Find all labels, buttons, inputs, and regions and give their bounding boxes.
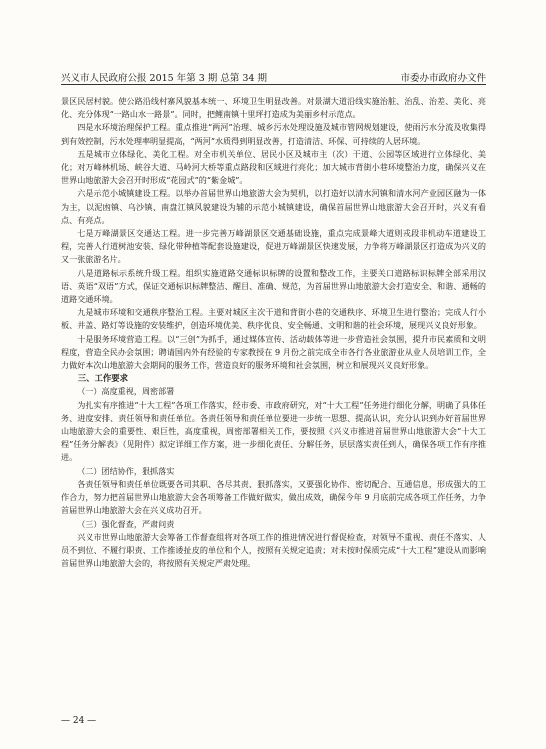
header-publication: 兴义市人民政府公报 2015 年第 3 期 总第 34 期	[61, 73, 267, 84]
paragraph: 兴义市世界山地旅游大会筹备工作督查组将对各项工作的推进情况进行督促检查，对领导不重视、责任不落实、人员不到位、不履行职责、工作推诿扯皮的单位和个人，按照有关规定追责；对未按时保质完成“十大工程”建设从而影响首届世界山地旅游大会的，将按照有关规定严肃处理。	[61, 531, 486, 569]
paragraph: 四是水环境治理保护工程。重点推进“两河”治理、城乡污水处理设施及城市管网规划建设，使雨污水分流及收集得到有效控制，污水处理率明显提高，“两河”水质得到明显改善，打造清洁、环保、可持续的人居环境。	[61, 122, 486, 146]
paragraph: 十是服务环境营造工程。以“三创”为抓手，通过媒体宣传、活动载体等进一步营造社会氛围，提升市民素质和文明程度，营造全民办会氛围；聘请国内外有经验的专家教授在 9 月份之前完成全市各行各业旅游业从业人员培训工作，全力做好本次山地旅游大会期间的服务工作，营造良好的服务环境和社会氛围，树立和展现兴义良好形象。	[61, 333, 486, 371]
paragraph: 五是城市立体绿化、美化工程。对全市机关单位、居民小区及城市主（次）干道、公园等区域进行立体绿化、美化；对万峰林机场、峡谷大道、马岭河大桥等重点路段和区域进行亮化；加大城市背街小巷环境整治力度，确保兴义在世界山地旅游大会召开时形成“花园式”的“紫金城”。	[61, 148, 486, 186]
paragraph: 九是城市环境和交通秩序整治工程。主要对城区主次干道和背街小巷的交通秩序、环境卫生进行整治；完成人行小板、井盖、路灯等设施的安装维护，创造环境优美、秩序优良、安全畅通、文明和谐的社会环境，展现兴义良好形象。	[61, 307, 486, 331]
paragraph: 八是道路标示系统升级工程。组织实施道路交通标识标牌的设置和整改工作，主要关口道路标识标牌全部采用汉语、英语“双语”方式，保证交通标识标牌整洁、醒目、准确、规范，为首届世界山地旅游大会打造安全、和谐、通畅的道路交通环境。	[61, 267, 486, 305]
subsection-heading: （二）团结协作，狠抓落实	[77, 465, 175, 476]
page-number: — 24 —	[61, 716, 97, 726]
page-header	[61, 70, 486, 85]
paragraph: 景区民居村貌。使公路沿线村寨风貌基本统一、环境卫生明显改善。对景湖大道沿线实施治脏、治乱、治差、美化、亮化、充分体现“一路山水一路景”。同时，把鲤南镇十里坪打造成为美丽乡村示范点。	[61, 96, 486, 120]
paragraph: 七是万峰湖景区交通达工程。进一步完善万峰湖景区交通基础设施，重点完成景峰大道则戎段非机动车道建设工程，完善人行道树池安装、绿化带种植等配套设施建设，促进万峰湖景区快速发展，力争将万峰湖景区打造成为兴义的又一张旅游名片。	[61, 228, 486, 265]
paragraph: 六是示范小城镇建设工程。以举办首届世界山地旅游大会为契机，以打造好以清水河镇和清水河产业园区融为一体为主，以泥凼镇、乌沙镇、南盘江镇风貌建设为辅的示范小城镇建设，确保首届世界山地旅游大会召开时，兴义有看点、有亮点。	[61, 188, 486, 225]
header-section: 市委办市政府办文件	[400, 73, 486, 84]
paragraph: 各责任领导和责任单位既要各司其职、各尽其责、狠抓落实，又要强化协作、密切配合、互通信息，形成强大的工作合力，努力把首届世界山地旅游大会各项筹备工作做好做实，做出成效，确保今年 9 月底前完成各项工作任务，力争首届世界山地旅游大会在兴义成功召开。	[61, 478, 486, 516]
subsection-heading: （三）强化督查，严肃问责	[77, 518, 175, 529]
paragraph: 为扎实有序推进“十大工程”各项工作落实，经市委、市政府研究，对“十大工程”任务进行细化分解，明确了具体任务、进度安排、责任领导和责任单位。各责任领导和责任单位要进一步统一思想、提高认识，充分认识到办好首届世界山地旅游大会的重要性、艰巨性，高度重视，周密部署相关工作，要按照《兴义市推进首届世界山地旅游大会“十大工程”任务分解表》（见附件）拟定详细工作方案，进一步细化责任、分解任务，层层落实责任到人，确保各项工作有序推进。	[61, 399, 486, 463]
section-heading: 三、工作要求	[77, 373, 129, 384]
subsection-heading: （一）高度重视，周密部署	[77, 386, 175, 397]
document-body	[61, 95, 486, 570]
